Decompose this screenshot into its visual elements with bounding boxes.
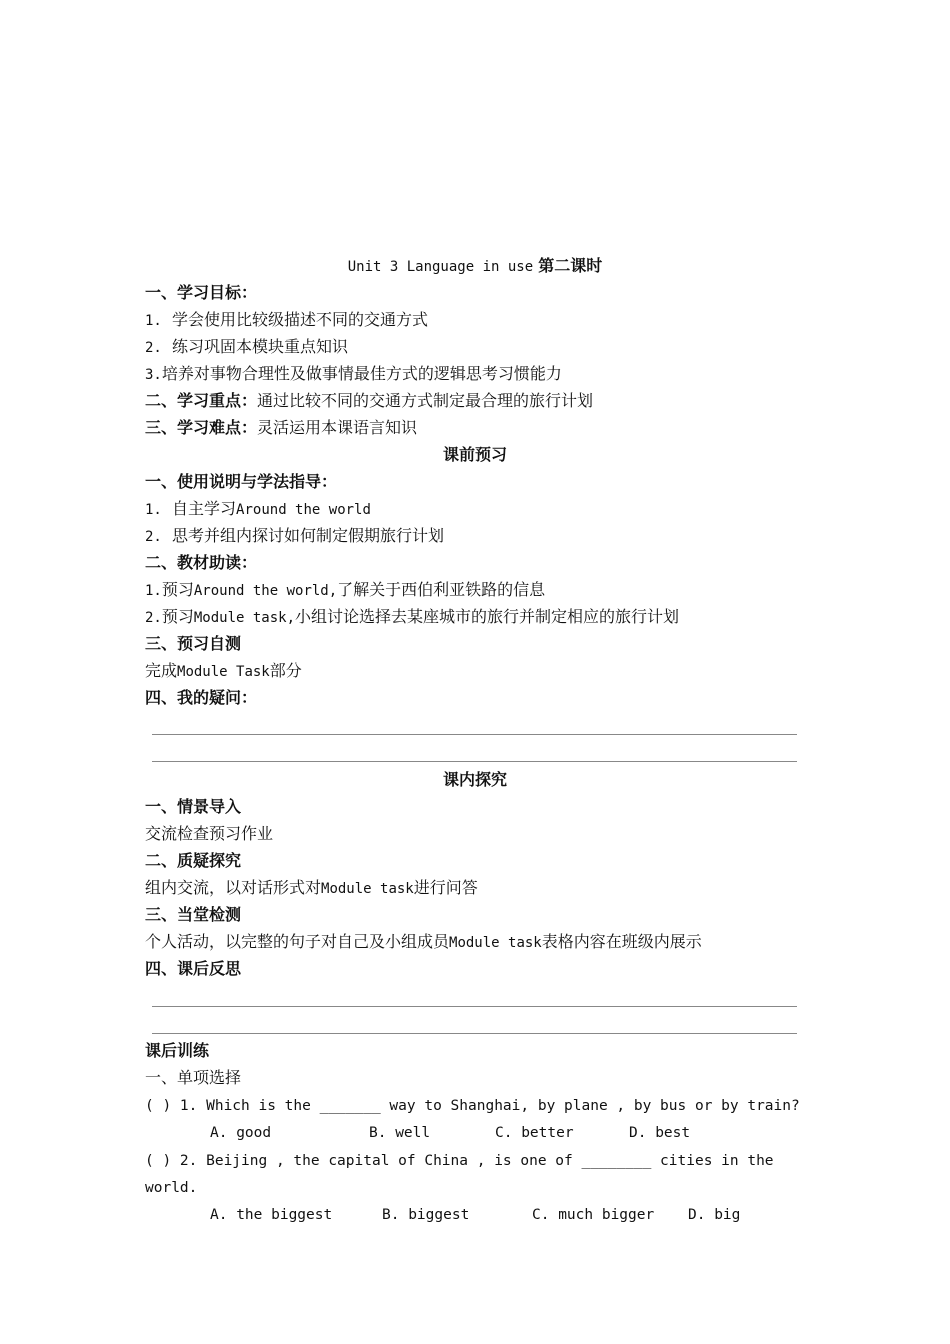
answer-line — [152, 1006, 797, 1007]
answer-line — [152, 1033, 797, 1034]
preview-item: 1.预习Around the world,了解关于西伯利亚铁路的信息 — [145, 580, 546, 599]
q1-option-c: C. better — [495, 1125, 574, 1141]
q2-option-b: B. biggest — [382, 1207, 470, 1223]
q2-option-d: D. big — [688, 1207, 741, 1223]
goal-item: 3.培养对事物合理性及做事情最佳方式的逻辑思考习惯能力 — [145, 364, 562, 383]
title-english: Unit 3 Language in use — [347, 259, 534, 275]
preview-item: 2.预习Module task,小组讨论选择去某座城市的旅行并制定相应的旅行计划 — [145, 607, 680, 626]
page-title — [0, 256, 950, 277]
answer-line — [152, 734, 797, 735]
goals-heading: 一、学习目标： — [145, 283, 258, 302]
preview-section-2: 二、教材助读： — [145, 553, 258, 572]
inclass-text: 交流检查预习作业 — [145, 824, 274, 843]
after-section-1: 一、单项选择 — [145, 1068, 242, 1087]
q2-option-a: A. the biggest — [210, 1207, 333, 1223]
goal-item: 1. 学会使用比较级描述不同的交通方式 — [145, 310, 429, 329]
inclass-text: 个人活动，以完整的句子对自己及小组成员Module task表格内容在班级内展示 — [145, 932, 702, 951]
question-1: ( ) 1. Which is the _______ way to Shanghai, by plane , by bus or by train? — [145, 1098, 800, 1114]
q2-option-c: C. much bigger — [532, 1207, 655, 1223]
q1-option-a: A. good — [210, 1125, 272, 1141]
preview-section-3: 三、预习自测 — [145, 634, 242, 653]
inclass-section-1: 一、情景导入 — [145, 797, 242, 816]
preview-heading: 课前预习 — [442, 445, 507, 464]
goal-item: 2. 练习巩固本模块重点知识 — [145, 337, 349, 356]
after-class-heading: 课后训练 — [145, 1041, 210, 1060]
question-2-continued: world. — [145, 1180, 198, 1196]
preview-self-test: 完成Module Task部分 — [145, 661, 302, 680]
preview-item: 2. 思考并组内探讨如何制定假期旅行计划 — [145, 526, 445, 545]
preview-item: 1. 自主学习Around the world — [145, 499, 371, 518]
q1-option-b: B. well — [369, 1125, 431, 1141]
key-points: 二、学习重点：通过比较不同的交通方式制定最合理的旅行计划 — [145, 391, 594, 410]
answer-line — [152, 761, 797, 762]
question-2: ( ) 2. Beijing , the capital of China , is one of ________ cities in the — [145, 1153, 774, 1169]
inclass-text: 组内交流，以对话形式对Module task进行问答 — [145, 878, 478, 897]
preview-section-4: 四、我的疑问： — [145, 688, 258, 707]
inclass-section-2: 二、质疑探究 — [145, 851, 242, 870]
difficult-points: 三、学习难点：灵活运用本课语言知识 — [145, 418, 418, 437]
q1-option-d: D. best — [629, 1125, 691, 1141]
inclass-section-4: 四、课后反思 — [145, 959, 242, 978]
inclass-heading: 课内探究 — [442, 770, 507, 789]
preview-section-1: 一、使用说明与学法指导： — [145, 472, 338, 491]
inclass-section-3: 三、当堂检测 — [145, 905, 242, 924]
title-chinese: 第二课时 — [538, 256, 603, 275]
